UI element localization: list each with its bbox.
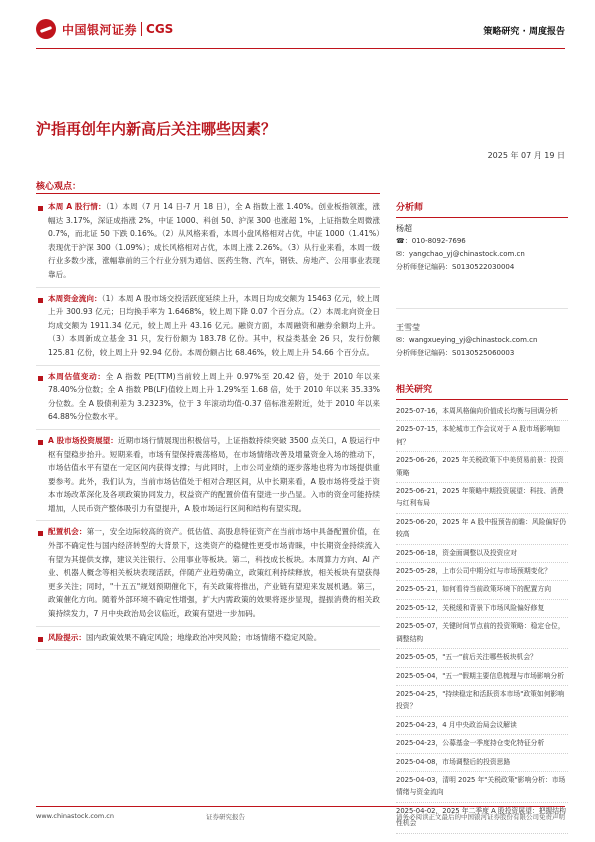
point-allocation: [36, 521, 380, 626]
point-heading: 本周 A 股行情：: [48, 202, 106, 211]
analyst-email[interactable]: ✉：yangchao_yj@chinastock.com.cn: [396, 250, 525, 258]
point-text: 全 A 指数 PE(TTM)当前较上周上升 0.97%至 20.42 倍，处于 2010 年以来 78.40%分位数；全 A 指数 PB(LF)值较上周上升 1.29%至 1.68 倍，处于 2010 年以来 35.33%分位数。全 A 股债利差为 3.2323%，位于 3 年滚动均值-0.37 倍标准差附近，处于 2010 年以来 64.88%分位数水平。: [48, 371, 380, 422]
page-header: [0, 0, 595, 62]
related-list: [396, 403, 568, 834]
analyst-name: 王雪莹: [396, 323, 420, 332]
point-text: （1）本周（7 月 14 日-7 月 18 日），全 A 指数上涨 1.40%。创业板指领涨，涨幅达 3.17%，深证成指涨 2%，中证 1000、科创 50、沪深 300 也涨超 1%，上证指数全周微涨 0.7%，而北证 50 下跌 0.16%。（2）从风格来看，本周小盘风格相对占优，中证 1000（1.41%）表现优于沪深 300（1.09%）；成长风格相对占优，本周上涨 2.26%。（3）从行业来看，本周一级行业多数少涨，涨幅靠前的三个行业分别为通信、医药生物、汽车，钢铁、房地产、公用事业表现靠后。: [48, 202, 381, 279]
point-text: （1）本周 A 股市场交投活跃度延续上升，本周日均成交额为 15463 亿元，较上周上升 300.93 亿元；日均换手率为 1.6468%，较上周下降 0.07 个百分点。（2）本周北向资金日均成交额为 1911.34 亿元，较上周上升 43.16 亿元。融资方面，本周融资和融券余额均上升。（3）本周新成立基金 31 只，发行份额为 183.78 亿份。其中，权益类基金 26 只，发行份额 125.81 亿份，较上周上升 92.94 亿份。本周份额占比 68.46%，较上周上升 54.66 个百分点。: [48, 293, 381, 357]
related-item[interactable]: 2025-05-12，关税缓和背景下市场风险偏好修复: [396, 600, 568, 618]
point-heading: 本周资金流向：: [48, 293, 102, 303]
point-outlook: [36, 430, 380, 522]
point-text: 近期市场行情展现出积极信号，上证指数持续突破 3500 点关口，A 股运行中枢有望稳步抬升。短期来看，市场有望保持震荡格局，在市场情绪改善及增量资金入场的推动下，市场估值水平有望在一定区间内获得支撑；与此同时，上市公司业绩的逐步落地也将为市场提供重要参考。此外，我们认为，当前市场估值处于相对合理区间，从中长期来看，A 股市场将受益于资本市场改革深化及各项政策协同发力，权益资产的配置价值有望进一步凸显。入市的资金可能持续增加，人民币资产整体吸引力有望提升，A 股市场运行区间和结构有望实现。: [48, 435, 380, 513]
footer-disclaimer: 请务必阅读正文最后的中国银河证券股份有限公司免责声明: [396, 813, 565, 821]
report-title: 沪指再创年内新高后关注哪些因素？: [36, 120, 277, 138]
company-logo: [36, 16, 173, 42]
point-risk: [36, 627, 380, 651]
point-valuation: [36, 366, 380, 430]
related-item[interactable]: 2025-05-28，上市公司中期分红与市场预期变化？: [396, 563, 568, 581]
related-item[interactable]: 2025-05-21，如何看待当前政策环境下的配置方向: [396, 581, 568, 599]
related-item[interactable]: 2025-04-08，市场调整后的投资思路: [396, 754, 568, 772]
related-item[interactable]: 2025-05-05，"五一"前后关注哪些板块机会？: [396, 649, 568, 667]
point-fund-flow: [36, 288, 380, 366]
analyst-label: 分析师: [396, 196, 568, 218]
analyst-phone: ☎：010-8092-7696: [396, 237, 466, 245]
analyst-card: [396, 222, 568, 274]
footer-report-label: 证券研究报告: [206, 813, 245, 821]
sidebar: [396, 196, 568, 834]
related-item[interactable]: 2025-04-23，4 月中央政治局会议解读: [396, 717, 568, 735]
related-item[interactable]: 2025-06-26，2025 年关税政策下中美贸易前景：投资策略: [396, 452, 568, 483]
analyst-cert: 分析师登记编码：S0130522030004: [396, 263, 515, 271]
related-item[interactable]: 2025-06-21，2025 年策略中期投资展望：科技、消费与红利布局: [396, 483, 568, 514]
core-points-label: 核心观点：: [36, 182, 82, 192]
bullet-icon: [38, 440, 43, 445]
footer-website-link[interactable]: www.chinastock.com.cn: [36, 812, 114, 820]
analyst-cert: 分析师登记编码：S0130525060003: [396, 349, 515, 357]
analyst-card: [396, 308, 568, 360]
point-heading: A 股市场投资展望：: [48, 435, 118, 445]
point-weekly-market: [36, 196, 380, 288]
report-date: 2025 年 07 月 19 日: [487, 151, 565, 160]
bullet-icon: [38, 531, 43, 536]
core-points-divider: [36, 193, 380, 194]
point-text: 国内政策效果不确定风险；地缘政治冲突风险；市场情绪不稳定风险。: [85, 632, 322, 642]
point-text: 第一，安全边际较高的资产。低估值、高股息特征资产在当前市场中具备配置价值，在外部不确定性与国内经济转型的大背景下，这类资产的稳健性更受市场青睐，中长期资金持续流入有望为其提供支撑，建议关注银行、公用事业等板块。第二，科技成长板块。本周算力方向、AI 产业、机器人概念等相关板块表现活跃，伴随产业趋势确立，政策红利持续释放，相关板块有望获得更多关注；同时，"十五五"规划预期催化下，有关政策将推出，产业链有望迎来发展机遇。第三，政策催化方向。随着外部环境不确定性增强，扩大内需政策的效果将逐步显现，提振消费的相关政策持续发力，7 月中央政治局会议临近，政策有望进一步加码。: [48, 527, 381, 619]
related-item[interactable]: 2025-05-07，关键时间节点前的投资策略：稳定仓位，调整结构: [396, 618, 568, 649]
point-heading: 配置机会：: [48, 527, 87, 537]
core-points-body: [36, 196, 380, 650]
bullet-icon: [38, 376, 43, 381]
analyst-email[interactable]: ✉：wangxueying_yj@chinastock.com.cn: [396, 336, 538, 344]
logo-icon: [36, 19, 56, 39]
related-item[interactable]: 2025-07-15，本轮城市工作会议对于 A 股市场影响如何？: [396, 421, 568, 452]
related-research: [396, 378, 568, 834]
related-item[interactable]: 2025-07-16，本周风格偏向价值成长均衡与回调分析: [396, 403, 568, 421]
report-type: 策略研究 · 周度报告: [483, 27, 565, 37]
related-item[interactable]: 2025-06-20，2025 年 A 股中报预告前瞻：风险偏好仍较高: [396, 514, 568, 545]
related-item[interactable]: 2025-04-02，2025 年二季度 A 股投资展望：把握结构性机会: [396, 803, 568, 834]
point-heading: 风险提示：: [48, 632, 86, 642]
analyst-name: 杨超: [396, 224, 412, 233]
related-item[interactable]: 2025-04-25，"持续稳定和活跃资本市场"政策如何影响投资？: [396, 686, 568, 717]
related-item[interactable]: 2025-04-23，公募基金一季度持仓变化特征分析: [396, 735, 568, 753]
bullet-icon: [38, 206, 43, 211]
related-item[interactable]: 2025-05-04，"五一"假期主要信息梳理与市场影响分析: [396, 668, 568, 686]
bullet-icon: [38, 637, 43, 642]
related-item[interactable]: 2025-04-03，清明 2025 年"关税政策"影响分析：市场情绪与资金流向: [396, 772, 568, 803]
bullet-icon: [38, 298, 43, 303]
logo-chinese-name: 中国银河证券: [62, 22, 138, 37]
footer-divider: [36, 806, 565, 807]
logo-english-name: CGS: [146, 22, 174, 36]
related-label: 相关研究: [396, 378, 568, 400]
logo-separator: [141, 22, 142, 36]
header-divider: [36, 48, 565, 49]
point-heading: 本周估值变动：: [48, 371, 106, 381]
related-item[interactable]: 2025-06-18，资金面调整以及投资应对: [396, 545, 568, 563]
